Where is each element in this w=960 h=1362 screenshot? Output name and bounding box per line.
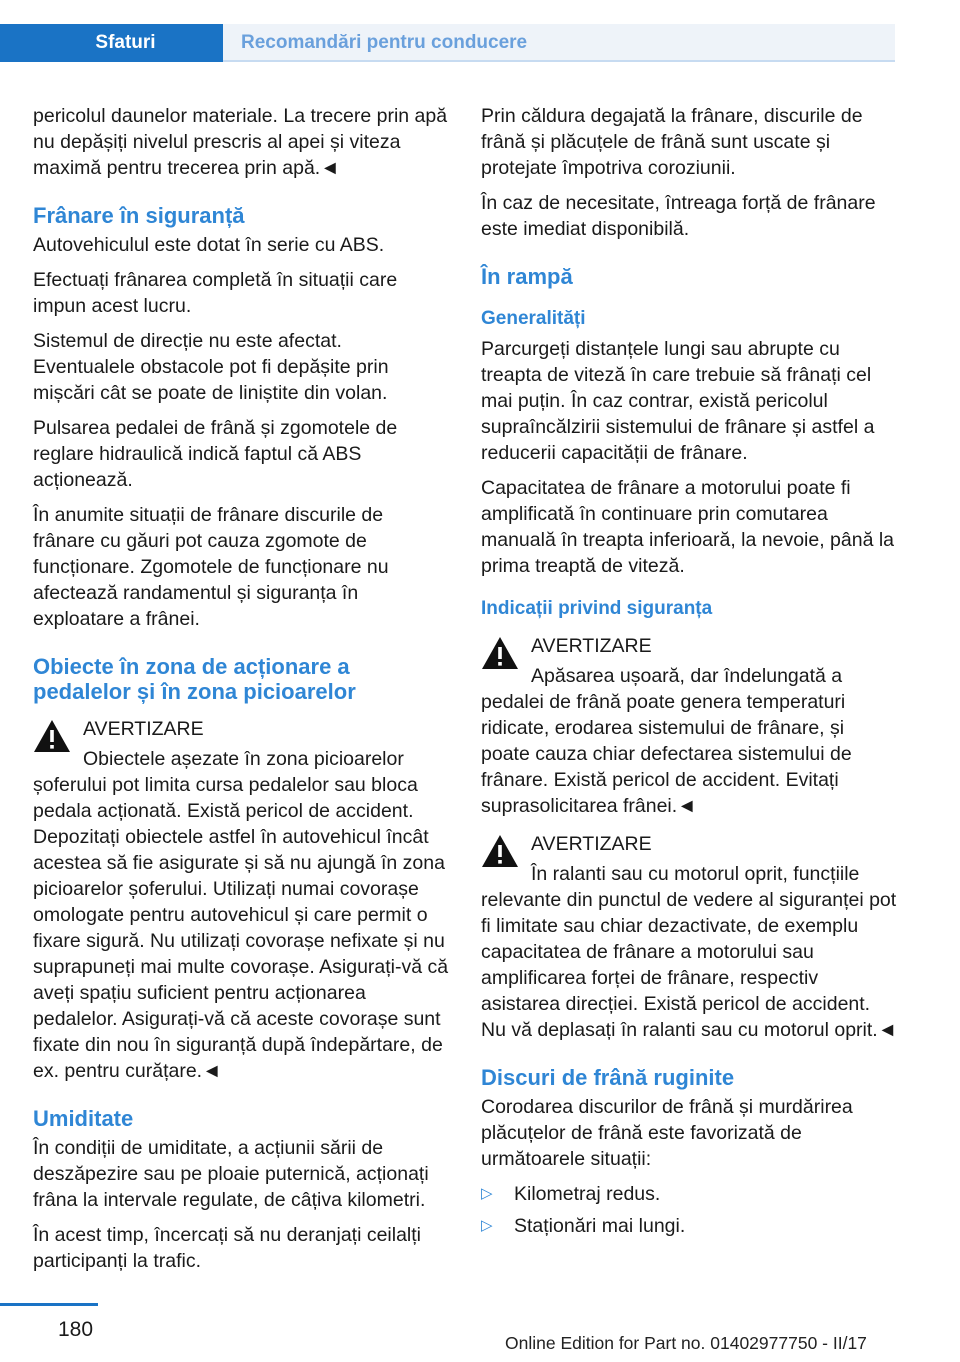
list-item-text: Kilometraj redus. xyxy=(514,1183,661,1205)
braking-paragraph-2: Efectuați frânarea completă în situații care impun acest lucru. xyxy=(33,269,398,317)
general-subheading: Generalități xyxy=(481,308,586,329)
warning-text: Obiectele așezate în zona picioarelor șoferului pot limita cursa pedalelor sau bloca pedala acționată. Există pericol de accident. Depozitați obiectele astfel în autovehicul încât acestea să fie asigurate și să nu ajungă în zona picioarelor șoferului. Utilizați numai covorașe omologate pentru autovehicul și care permit o fixare sigură. Nu utilizați covorașe nefixate și nu suprapuneți mai multe covorașe. Asigurați-vă că aveți spațiu suficient pentru acționarea pedalelor. Asigurați-vă că aceste covorașe sunt fixate din nou în siguranță după îndepărtare, de ex. pentru curățare.◄ xyxy=(33,748,449,1082)
braking-paragraph-1: Autovehiculul este dotat în serie cu ABS. xyxy=(33,234,385,256)
left-column xyxy=(33,103,449,1283)
safety-subheading: Indicații privind siguranța xyxy=(481,598,713,619)
right-column xyxy=(481,103,897,1245)
header-tab-sfaturi: Sfaturi xyxy=(0,24,223,62)
triangle-bullet-icon: ▷ xyxy=(481,1217,493,1234)
triangle-bullet-icon: ▷ xyxy=(481,1185,493,1202)
warning-icon xyxy=(481,833,519,869)
humidity-paragraph-2: În acest timp, încercați să nu deranjați ceilalți participanți la trafic. xyxy=(33,1224,422,1272)
edition-text: Online Edition for Part no. 01402977750 - II/17 xyxy=(505,1333,867,1353)
footer-accent-line xyxy=(0,1303,98,1306)
humidity-heading: Umiditate xyxy=(33,1106,134,1131)
rust-paragraph: Corodarea discurilor de frână și murdărirea plăcuțelor de frână este favorizată de următoarele situații: xyxy=(481,1096,853,1170)
warning-text: Apăsarea ușoară, dar îndelungată a pedalei de frână poate genera temperaturi ridicate, erodarea sistemului de frânare, și poate cauza chiar defectarea sistemului de frânare. Există pericol de accident. Evitați suprasolicitarea frânei.◄ xyxy=(481,665,852,817)
braking-force-paragraph: În caz de necesitate, întreaga forță de frânare este imediat disponibilă. xyxy=(481,192,876,240)
header-divider xyxy=(223,60,895,62)
warning-label: AVERTIZARE xyxy=(83,718,204,740)
braking-heading: Frânare în siguranță xyxy=(33,203,245,228)
warning-text: În ralanti sau cu motorul oprit, funcțiile relevante din punctul de vedere al siguranței pot fi limitate sau chiar dezactivate, de exemplu capacitatea de frânare a motorului sau amplificarea forței de frânare, respectiv asistarea direcției. Există pericol de accident. Nu vă deplasați în ralanti sau cu motorul oprit.◄ xyxy=(481,863,898,1041)
general-paragraph-1: Parcurgeți distanțele lungi sau abrupte cu treapta de viteză în care trebuie să frânați cel mai puțin. În caz contrar, există pericolul supraîncălzirii sistemului de frânare și astfel a reducerii capacității de frânare. xyxy=(481,338,875,464)
braking-paragraph-4: Pulsarea pedalei de frână și zgomotele de reglare hidraulică indică faptul că ABS acționează. xyxy=(33,417,398,491)
list-item xyxy=(481,1181,897,1207)
braking-paragraph-3: Sistemul de direcție nu este afectat. Eventualele obstacole pot fi depășite prin mișcări cât se poate de liniștite din volan. xyxy=(33,330,389,404)
braking-paragraph-5: În anumite situații de frânare discurile de frânare cu găuri pot cauza zgomote de funcționare. Zgomotele de funcționare nu afectează randamentul și siguranța în exploatare a frânei. xyxy=(33,504,389,630)
list-item-text: Staționări mai lungi. xyxy=(514,1215,686,1237)
heat-paragraph: Prin căldura degajată la frânare, discurile de frână și plăcuțele de frână sunt uscate și protejate împotriva coroziunii. xyxy=(481,105,863,179)
objects-heading: Obiecte în zona de acționare a pedalelor și în zona picioarelor xyxy=(33,654,356,704)
rust-causes-list xyxy=(481,1181,897,1239)
warning-label: AVERTIZARE xyxy=(531,635,652,657)
idle-engine-warning xyxy=(481,831,897,1043)
brake-overheat-warning xyxy=(481,633,897,819)
rust-heading: Discuri de frână ruginite xyxy=(481,1065,735,1090)
page-number: 180 xyxy=(58,1318,94,1341)
warning-icon xyxy=(481,635,519,671)
objects-warning xyxy=(33,716,449,1084)
humidity-paragraph-1: În condiții de umiditate, a acțiunii sării de deszăpezire sau pe ploaie puternică, acționați frâna la intervale regulate, de câțiva kilometri. xyxy=(33,1137,429,1211)
list-item xyxy=(481,1213,897,1239)
general-paragraph-2: Capacitatea de frânare a motorului poate fi amplificată în continuare prin comutarea manuală în treapta inferioară, la nevoie, până la prima treaptă de viteză. xyxy=(481,477,895,577)
warning-icon xyxy=(33,718,71,754)
ramp-heading: În rampă xyxy=(481,264,573,289)
intro-paragraph: pericolul daunelor materiale. La trecere prin apă nu depășiți nivelul prescris al apei și viteza maximă pentru trecerea prin apă.◄ xyxy=(33,105,448,179)
header-section-title: Recomandări pentru conducere xyxy=(223,24,895,62)
warning-label: AVERTIZARE xyxy=(531,833,652,855)
